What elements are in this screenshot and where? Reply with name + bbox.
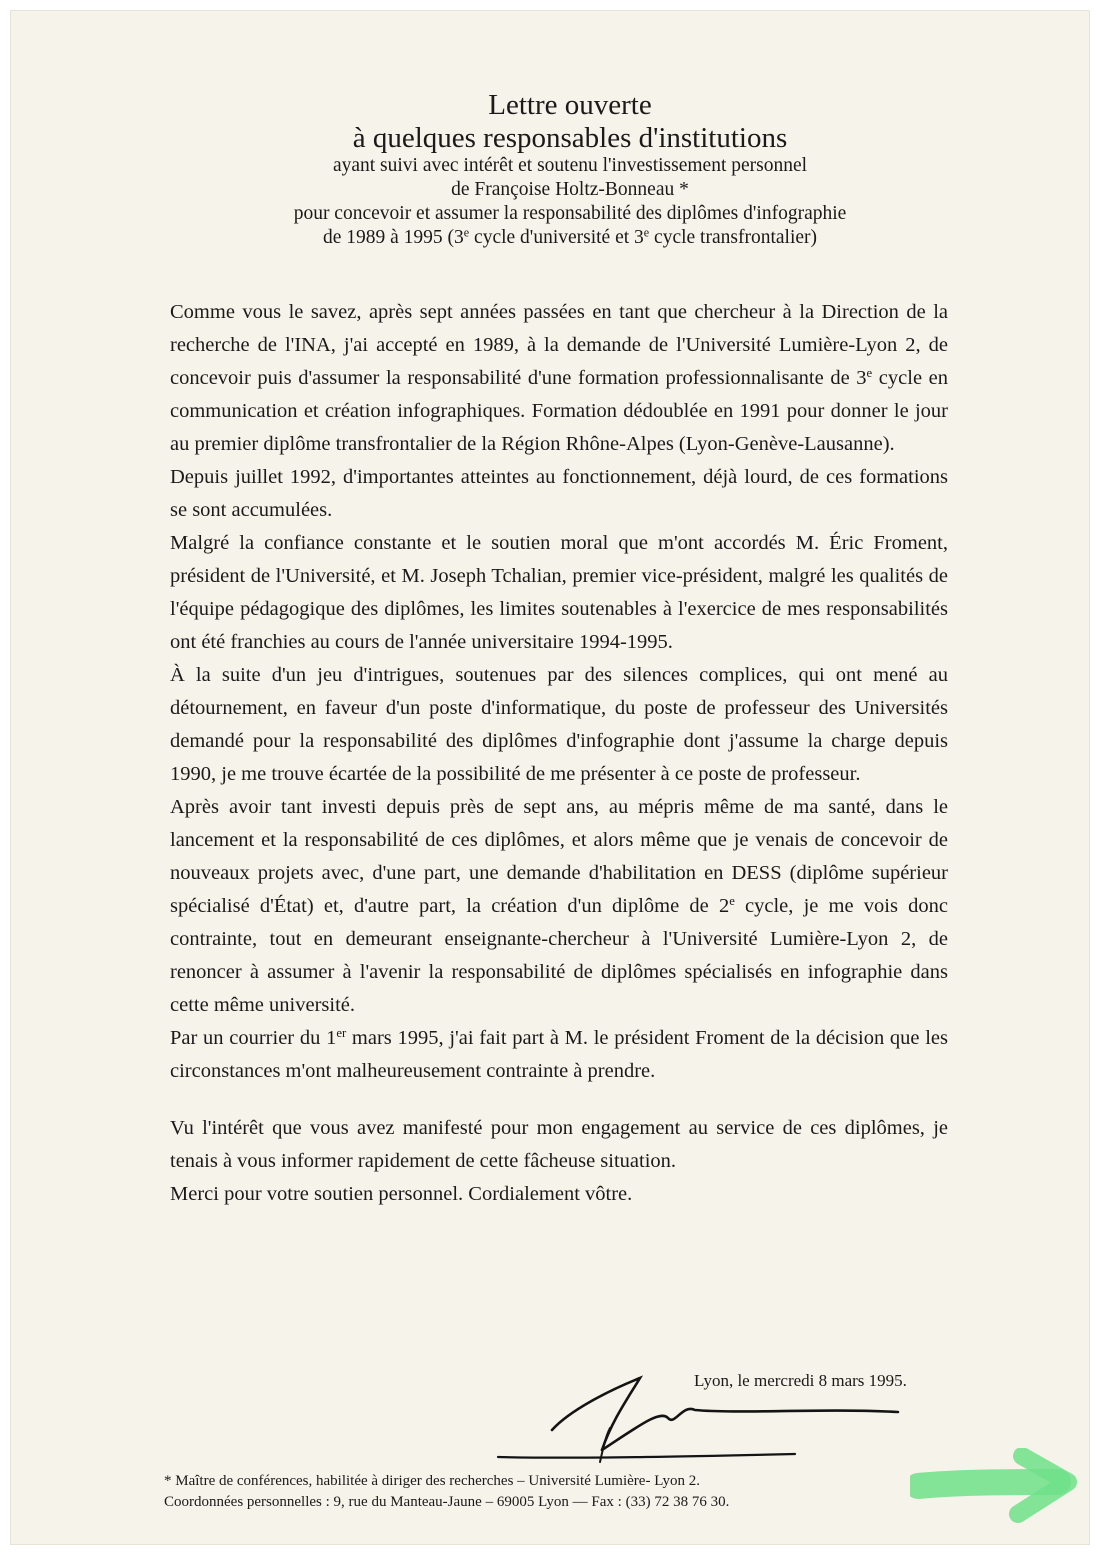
letter-title-line2: à quelques responsables d'institutions	[352, 122, 788, 154]
paragraph-1-part1: Comme vous le savez, après sept années passées en tant que chercheur à la Direction de la recherche de l'INA, j'ai accepté en 1989, à la demande de l'Université Lumière-Lyon 2, de concevoir puis d'assumer la responsabilité d'une formation professionnalisante de 3	[170, 301, 948, 389]
subtitle-line4-part3: cycle transfrontalier)	[649, 227, 817, 248]
paragraph-5-part2: cycle, je me vois donc contrainte, tout en demeurant enseignante-chercheur à l'Université Lumière-Lyon 2, de renoncer à assumer à l'avenir la responsabilité de diplômes spécialisés en infographie dans cette même université.	[170, 895, 948, 1016]
letter-page	[10, 10, 1090, 1545]
paragraph-1-part2: cycle en communication et création infographiques. Formation dédoublée en 1991 pour donner le jour au premier diplôme transfrontalier de la Région Rhône-Alpes (Lyon-Genève-Lausanne).	[170, 367, 949, 455]
paragraph-3: Malgré la confiance constante et le soutien moral que m'ont accordés M. Éric Froment, président de l'Université, et M. Joseph Tchalian, premier vice-président, malgré les qualités de l'équipe pédagogique des diplômes, les limites soutenables à l'exercice de mes responsabilités ont été franchies au cours de l'année universitaire 1994-1995.	[170, 532, 948, 653]
paragraph-6	[170, 1022, 948, 1088]
superscript: e	[643, 225, 650, 240]
paragraph-2: Depuis juillet 1992, d'importantes atteintes au fonctionnement, déjà lourd, de ces formations se sont accumulées.	[170, 466, 948, 521]
superscript: e	[463, 225, 470, 240]
subtitle-line2: de Françoise Holtz-Bonneau *	[451, 179, 689, 200]
letter-date: Lyon, le mercredi 8 mars 1995.	[694, 1371, 907, 1390]
superscript: e	[866, 366, 873, 381]
letter-title: Lettre ouverte	[488, 89, 652, 121]
subtitle-line4-part1: de 1989 à 1995 (3	[322, 227, 464, 248]
handwritten-signature	[490, 1370, 910, 1465]
paragraph-7: Vu l'intérêt que vous avez manifesté pour mon engagement au service de ces diplômes, je tenais à vous informer rapidement de cette fâcheuse situation.	[170, 1117, 948, 1172]
paragraph-6-part2: mars 1995, j'ai fait part à M. le président Froment de la décision que les circonstances m'ont malheureusement contrainte à prendre.	[170, 1027, 948, 1082]
paragraph-1	[170, 296, 948, 461]
subtitle-line3: pour concevoir et assumer la responsabilité des diplômes d'infographie	[293, 203, 847, 224]
subtitle-line4	[160, 226, 980, 250]
paragraph-5	[170, 791, 948, 1022]
subtitle-line1: ayant suivi avec intérêt et soutenu l'investissement personnel	[332, 155, 808, 176]
superscript: er	[336, 1026, 347, 1041]
paragraph-5-part1: Après avoir tant investi depuis près de sept ans, au mépris même de ma santé, dans le lancement et la responsabilité de ces diplômes, et alors même que je venais de concevoir de nouveaux projets avec, d'une part, une demande d'habilitation en DESS (diplôme supérieur spécialisé d'État) et, d'autre part, la création d'un diplôme de 2	[170, 796, 948, 917]
paragraph-4: À la suite d'un jeu d'intrigues, soutenues par des silences complices, qui ont mené au détournement, en faveur d'un poste d'informatique, du poste de professeur des Universités demandé pour la responsabilité des diplômes d'infographie dont j'assume la charge depuis 1990, je me trouve écartée de la possibilité de me présenter à ce poste de professeur.	[170, 664, 948, 785]
superscript: e	[729, 894, 735, 909]
paragraph-8: Merci pour votre soutien personnel. Cordialement vôtre.	[170, 1183, 633, 1205]
letter-header	[160, 88, 980, 250]
subtitle-line4-part2: cycle d'université et 3	[469, 227, 644, 248]
footnote	[164, 1471, 884, 1513]
letter-body	[170, 296, 948, 1211]
green-highlighter-arrow-icon	[910, 1448, 1080, 1528]
footnote-line2: Coordonnées personnelles : 9, rue du Manteau-Jaune – 69005 Lyon — Fax : (33) 72 38 76 30.	[164, 1494, 730, 1510]
paragraph-6-part1: Par un courrier du 1	[170, 1027, 337, 1049]
footnote-line1: * Maître de conférences, habilitée à diriger des recherches – Université Lumière- Lyon 2.	[164, 1473, 701, 1489]
